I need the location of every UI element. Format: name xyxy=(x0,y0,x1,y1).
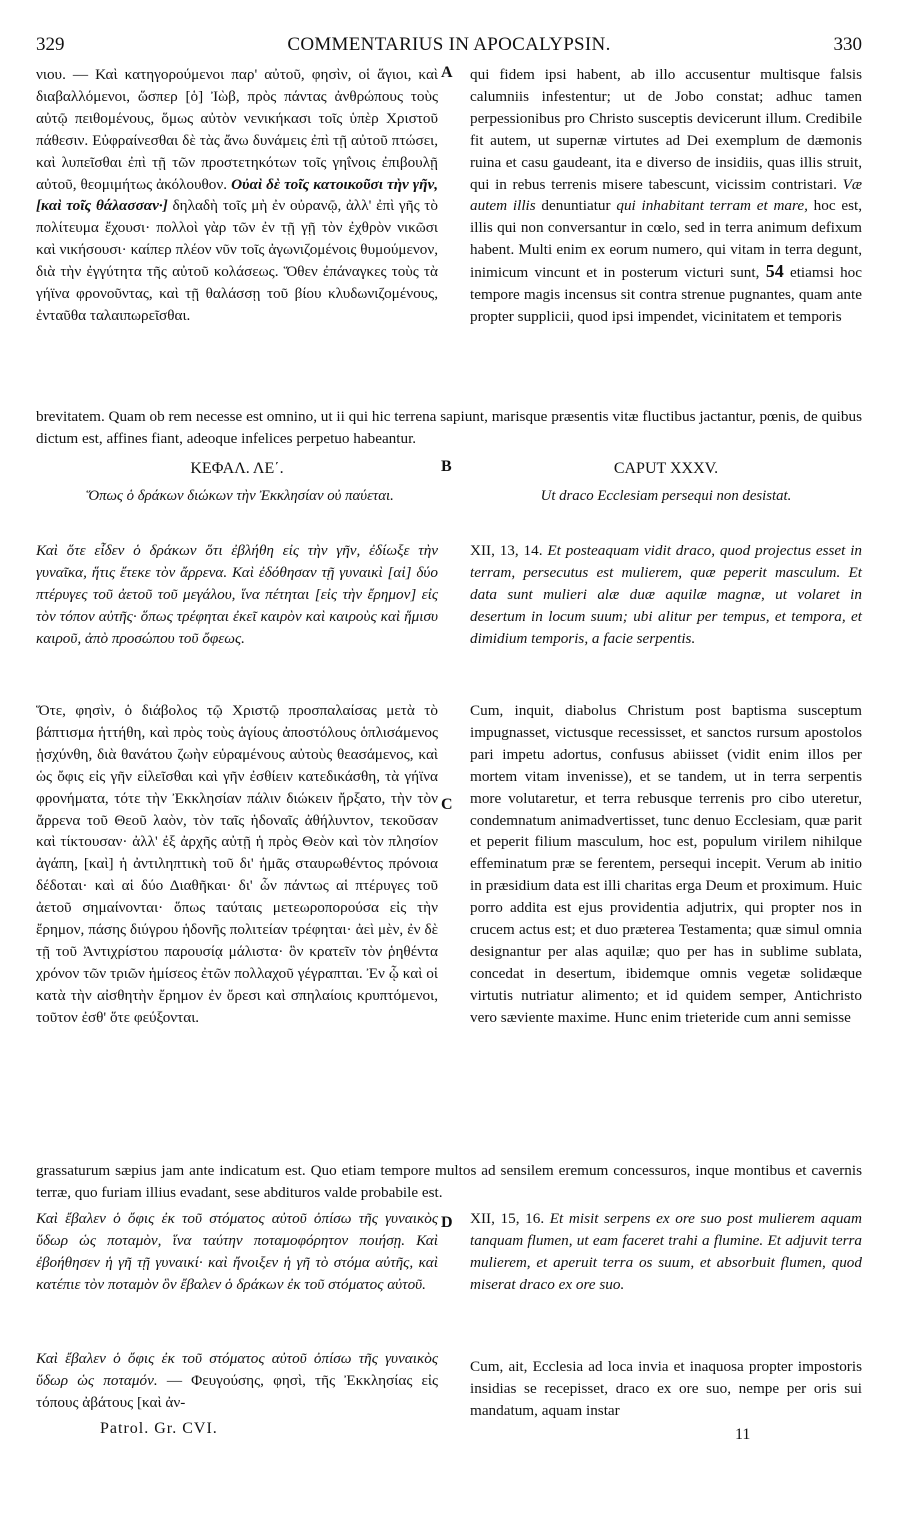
greek-text: νιου. — Καὶ κατηγορούμενοι παρ' αὐτοῦ, φησὶν, οἱ ἅγιοι, καὶ διαβαλλόμενοι, ὥσπερ [ὁ] Ἰὼβ, πρὸς πάντας ἀνθρώπους τοὺς αὐτῷ πειθομένους, ὅμως αὐτὸν νενικήκασι τοῖς ὑπὲρ Χριστοῦ πάθεσιν. Εὐφραίνεσθαι δὲ τὰς ἄνω δυνάμεις ἐπὶ τῇ αὐτοῦ πτώσει, καὶ λυπεῖσθαι ἐπὶ τῇ τῶν προστετηκότων τοῖς γηΐνοις ἐπιβουλῇ αὐτοῦ, θεομιμήτως ἀκόλουθον. xyxy=(36,66,438,193)
latin-full-width-2: grassaturum sæpius jam ante indicatum est. Quo etiam tempore multos ad sensilem eremum concessuros, inque montibus et cavernis terræ, quo furiam illius evadant, sese abdituros valde probabile est. xyxy=(36,1162,862,1201)
latin-column-top xyxy=(470,64,862,328)
margin-letter-b: B xyxy=(441,458,452,475)
latin-text: hoc est, illis qui non conversantur in cœlo, sed in terra animum defixum habent. Multi enim ex eorum numero, qui vitam in terra degunt, inimicum vincunt et in posterum victuri sunt, xyxy=(470,197,863,282)
latin-text: Cum, inquit, diabolus Christum post baptisma susceptum impugnasset, victusque recessisset, et sanctos rursum apostolos pari impetu adortus, confusus abiisset (vidit enim illos per mortem vitam invenisse), et se tandem, ut in terra serpentis more volutaretur, et terra rebusque terrenis pro cibo uteretur, condemnatum animadvertisset, tunc denuo Ecclesiam, quæ parit et peperit filium masculum, hoc est, populum virilem nihilque effeminatum præ se ferentem, persequi incepit. Verum ab initio in præsidium data est illi charitas erga Deum et proximum. Huic porro addita est ejus providentia adjutrix, qui propter nos in crucem actus est; et duo præterea Testamenta; quæ simul omnia designantur per alas aquilæ; quo per has in sublime sublata, concedat in desertum, ibidemque omnis vegetæ solidæque virtutis nutriatur alimento; et id quidem semper, Antichristo vero sæviente maxime. Hunc enim trieteride cum anni semisse xyxy=(470,702,862,1026)
latin-lemma: Væ autem xyxy=(470,175,863,215)
latin-commentary-block xyxy=(470,700,862,1029)
greek-text: δηλαδὴ τοῖς μὴ ἐν οὐρανῷ, ἀλλ' ἐπὶ γῆς τὸ πολίτευμα ἔχουσι· πολλοὶ γὰρ τῶν ἐν τῇ γῇ τὸν ἐχθρὸν νικῶσι καὶ νικήσουσι· καίπερ πλέον νῦν τοῖς ἀγωνιζομένοις θυμούμενον, διὰ τὴν ἐγγύτητα τῆς αὐτοῦ κολάσεως. Ὅθεν ἐπάναγκες τοὺς τὰ γήϊνα φρονοῦντας, καὶ τῇ θαλάσσῃ τοῦ βίου κλυδωνιζομένους, ἐνταῦθα ταλαιπωρεῖσθαι. xyxy=(36,197,439,324)
verse-reference: XII, 15, 16. xyxy=(470,1210,545,1227)
greek-text: — Φευγούσης, φησὶ, τῆς Ἐκκλησίας εἰς τόπους ἀβάτους [καὶ ἀν- xyxy=(36,1371,439,1411)
greek-block-4 xyxy=(36,1348,438,1414)
greek-column-top xyxy=(36,64,438,327)
latin-lemma: Et misit serpens ex ore suo post mulierem aquam tanquam flumen, ut eam faceret trahi a flumine. Et adjuvit terra mulierem, et aperuit terra os suum, et absorbuit flumen, quod miserat draco ex ore suo. xyxy=(470,1210,862,1293)
verse-reference: XII, 13, 14. xyxy=(470,542,543,559)
greek-chapter-title: ΚΕΦΑΛ. ΛΕ΄. xyxy=(190,460,284,477)
latin-text: denuntiatur xyxy=(541,197,611,215)
greek-lemma: Καὶ ὅτε εἶδεν ὁ δράκων ὅτι ἐβλήθη εἰς τὴν γῆν, ἐδίωξε τὴν γυναῖκα, ἥτις ἔτεκε τὸν ἄρρενα. Καὶ ἐδόθησαν τῇ γυναικὶ [αἱ] δύο πτέρυγες τοῦ ἀετοῦ τοῦ μεγάλου, ἵνα πέτηται [εἰς τὴν ἔρημον] εἰς τὸν τόπον αὐτῆς· ὅπως τρέφηται ἐκεῖ καιρὸν καὶ καιροὺς καὶ ἥμισυ καιροῦ, ἀπὸ προσώπου τοῦ ὄφεως. xyxy=(36,542,438,647)
margin-letter-c: C xyxy=(441,796,453,813)
greek-lemma: Οὐαὶ δὲ τοῖς κατοικοῦσι τὴν γῆν, [καὶ τοῖς θάλασσαν·] xyxy=(36,175,438,215)
latin-lemma-block-2 xyxy=(470,1208,862,1296)
page-number-right: 330 xyxy=(833,34,862,55)
latin-text: etiamsi hoc tempore magis incensus sit contra strenue pugnantes, quam ante propter supplicii, quod ipsi impendet, vicinitatem et temporis xyxy=(470,264,863,325)
latin-chapter-subtitle: Ut draco Ecclesiam persequi non desistat. xyxy=(540,488,792,504)
latin-lemma-block xyxy=(470,540,862,650)
latin-lemma: illis xyxy=(512,197,536,215)
latin-lemma: Et posteaquam vidit draco, quod projectus esset in terram, persecutus est mulierem, quæ peperit masculum. Et data sunt mulieri alæ duæ aquilæ magnæ, ut volaret in desertum in locum suum; ubi alitur per tempus, et tempora, et dimidium temporis, a facie serpentis. xyxy=(470,542,863,647)
greek-lemma-block-2 xyxy=(36,1208,438,1296)
greek-commentary-block xyxy=(36,700,438,1029)
latin-full-width: brevitatem. Quam ob rem necesse est omnino, ut ii qui hic terrena sapiunt, marisque præsentis vitæ fluctibus jactantur, pœnis, de quibus dictum est, affines fiant, adeoque infelices perpetuo habeantur. xyxy=(36,408,862,447)
footer-signature: 11 xyxy=(735,1426,751,1443)
latin-lemma: qui inhabitant terram et mare, xyxy=(616,197,808,215)
greek-text: Ὅτε, φησὶν, ὁ διάβολος τῷ Χριστῷ προσπαλαίσας μετὰ τὸ βάπτισμα ἡττήθη, καὶ πρὸς τοὺς ἁγίους ἀποστόλους ὁπλισάμενος ᾐσχύνθη, διὰ θανάτου ζωὴν εὑραμένους αὐτοὺς θεασάμενος, καὶ ὡς ὄφις εἰς γῆν εἱλεῖσθαι καὶ γῆν ἐσθίειν κατεδικάσθη, τὰ γήϊνα φρονήματα, τότε τὴν Ἐκκλησίαν πάλιν διώκειν ἤρξατο, τὴν τὸν ἄρρενα τοῦ Θεοῦ λαὸν, τὸν ταῖς ἡδοναῖς ἀθήλυντον, τεκοῦσαν καὶ τίκτουσαν· ἀλλ' ἐξ ἀρχῆς αὐτῇ ἡ πρὸς Θεὸν καὶ τὸν πλησίον ἀγάπη, [καὶ] ἡ ἀντιληπτικὴ τοῦ δι' ἡμᾶς σταυρωθέντος πρόνοια δέδοται· καὶ αἱ δύο Διαθῆκαι· δι' ὧν πάντως αἱ πτέρυγες τοῦ ἀετοῦ σημαίνονται· ὅπως ταύταις μετεωροπορούσα εἰς τὴν ἔρημον, πάσης διύγρου ἡδονῆς πολιτείαν τρέφηται· ἀεὶ μὲν, ἐν δὲ τῇ τοῦ Ἀντιχρίστου παρουσίᾳ μάλιστα· ὃν κρατεῖν τὸν ῥηθέντα χρόνον τῶν τριῶν ἡμίσεος ἐτῶν πολλαχοῦ γέγραπται. Ἐν ᾧ καὶ οἱ κατὰ τὴν αἰσθητὴν ἔρημον ἐν ὄρεσι καὶ σπηλαίοις κρυπτόμενοι, τοῦτον ἐσθ' ὅτε φεύξονται. xyxy=(36,702,438,1026)
running-header xyxy=(36,34,862,60)
margin-number: 54 xyxy=(765,261,784,282)
greek-lemma: Καὶ ἔβαλεν ὁ ὄφις ἐκ τοῦ στόματος αὐτοῦ ὀπίσω τῆς γυναικὸς ὕδωρ ὡς ποταμόν. xyxy=(36,1350,438,1389)
greek-lemma: Καὶ ἔβαλεν ὁ ὄφις ἐκ τοῦ στόματος αὐτοῦ ὀπίσω τῆς γυναικὸς ὕδωρ ὡς ποταμὸν, ἵνα ταύτην ποταμοφόρητον ποιήσῃ. Καὶ ἐβοήθησεν ἡ γῆ τῇ γυναικί· καὶ ἤνοιξεν ἡ γῆ τὸ στόμα αὐτῆς, καὶ κατέπιε τὸν ποταμὸν ὃν ἔβαλεν ὁ δράκων ἐκ τοῦ στόματος αὐτοῦ. xyxy=(36,1210,438,1293)
margin-letter-d: D xyxy=(441,1214,453,1231)
latin-text: qui fidem ipsi habent, ab illo accusentur multisque falsis calumniis infestentur; ut de Jobo constat; adhuc tamen perpessionibus pro Christo susceptis devicerunt illum. Credibile fit autem, ut supernæ virtutes ad Dei exemplum de dæmonis ruina et casu gaudeant, ita e diverso de insidiis, quas illis struit, qui in rebus terrenis misere tabescunt, vicissim contristari. xyxy=(470,66,862,193)
latin-text: Cum, ait, Ecclesia ad loca invia et inaquosa propter impostoris insidias se recepisset, draco ex ore suo, nempe per oris sui mandatum, aquam instar xyxy=(470,1358,862,1419)
footer-series: Patrol. Gr. CVI. xyxy=(100,1420,218,1437)
greek-lemma-block xyxy=(36,540,438,650)
running-title: COMMENTARIUS IN APOCALYPSIN. xyxy=(287,34,611,55)
latin-chapter-title: CAPUT XXXV. xyxy=(613,460,719,477)
page-number-left: 329 xyxy=(36,34,65,55)
margin-letter-a: A xyxy=(441,64,453,81)
latin-block-4 xyxy=(470,1356,862,1422)
greek-chapter-subtitle: Ὅπως ὁ δράκων διώκων τὴν Ἐκκλησίαν οὐ παύεται. xyxy=(86,488,394,504)
